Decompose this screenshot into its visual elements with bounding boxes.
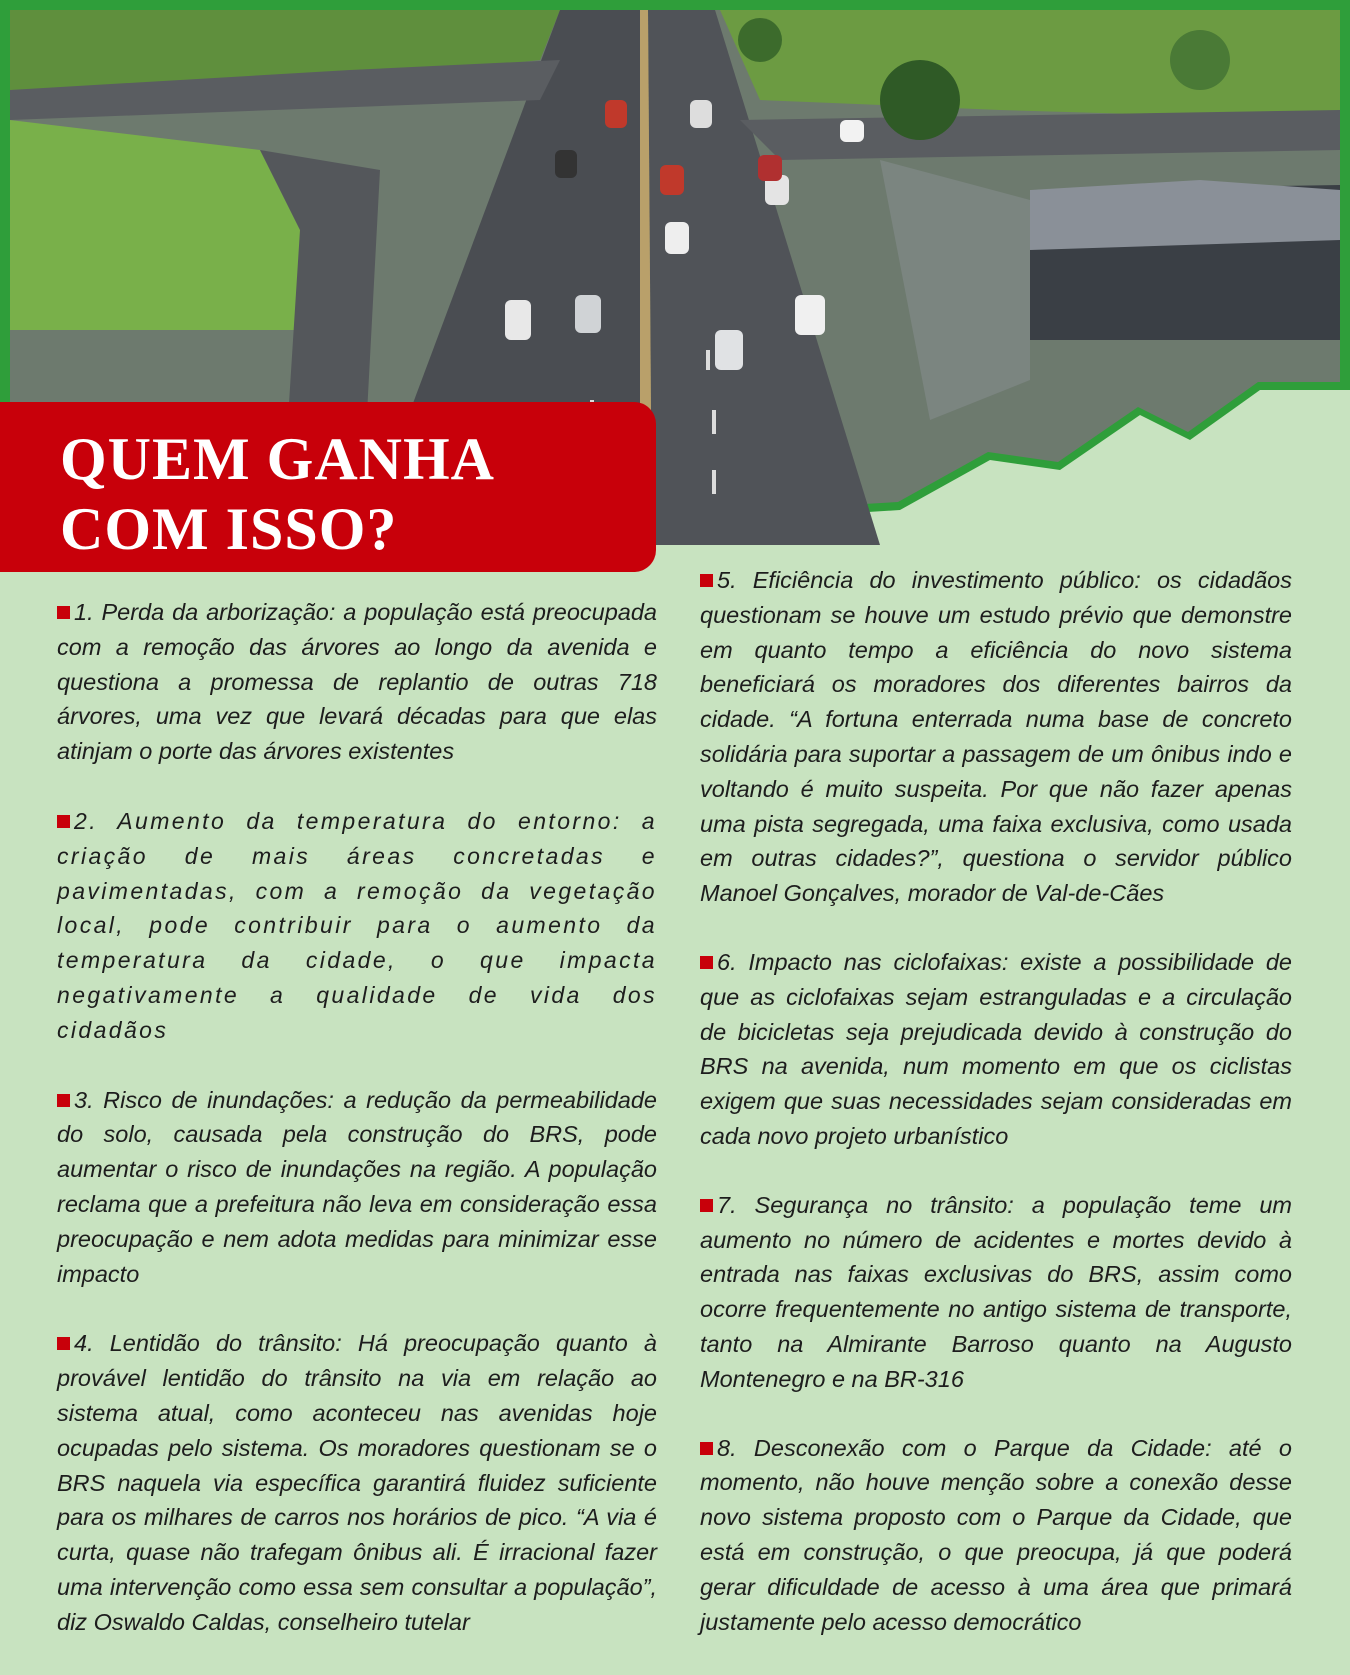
section-title-line-1: QUEM GANHA [60, 426, 495, 492]
list-item-6-text: 6. Impacto nas ciclofaixas: existe a possibilidade de que as ciclofaixas sejam estranguladas e a circulação de bicicletas seja prejudicada devido à construção do BRS na avenida, num momento em que os ciclistas exigem que suas necessidades sejam consideradas em cada novo projeto urbanístico [700, 948, 1292, 1149]
left-column [57, 595, 657, 1675]
list-item-1 [57, 595, 657, 769]
list-item-3 [57, 1083, 657, 1292]
section-title-line-2: COM ISSO? [60, 496, 398, 562]
list-item-5 [700, 563, 1292, 911]
red-square-bullet-icon [57, 815, 70, 828]
section-title [60, 424, 656, 564]
right-column [700, 563, 1292, 1673]
list-item-4-text: 4. Lentidão do trânsito: Há preocupação quanto à provável lentidão do trânsito na via em relação ao sistema atual, como aconteceu nas avenidas hoje ocupadas pelo sistema. Os moradores questionam se o BRS naquela via específica garantirá fluidez suficiente para os milhares de carros nos horários de pico. “A via é curta, quase não trafegam ônibus ali. É irracional fazer uma intervenção como essa sem consultar a população”, diz Oswaldo Caldas, conselheiro tutelar [57, 1330, 657, 1635]
red-square-bullet-icon [700, 1199, 713, 1212]
red-square-bullet-icon [700, 1442, 713, 1455]
list-item-8 [700, 1431, 1292, 1640]
list-item-3-text: 3. Risco de inundações: a redução da permeabilidade do solo, causada pela construção do BRS, pode aumentar o risco de inundações na região. A população reclama que a prefeitura não leva em consideração essa preocupação e nem adota medidas para minimizar esse impacto [57, 1086, 657, 1287]
red-square-bullet-icon [700, 956, 713, 969]
red-square-bullet-icon [57, 1337, 70, 1350]
list-item-2 [57, 804, 657, 1048]
list-item-7 [700, 1188, 1292, 1397]
list-item-5-text: 5. Eficiência do investimento público: os cidadãos questionam se houve um estudo prévio que demonstre em quanto tempo a eficiência do novo sistema beneficiará os moradores dos diferentes bairros da cidade. “A fortuna enterrada numa base de concreto solidária para suportar a passagem de um ônibus indo e voltando é muito suspeita. Por que não fazer apenas uma pista segregada, uma faixa exclusiva, como usada em outras cidades?”, questiona o servidor público Manoel Gonçalves, morador de Val-de-Cães [700, 567, 1292, 907]
list-item-6 [700, 945, 1292, 1154]
list-item-4 [57, 1326, 657, 1639]
section-title-box [0, 402, 656, 572]
red-square-bullet-icon [57, 1094, 70, 1107]
list-item-8-text: 8. Desconexão com o Parque da Cidade: até o momento, não houve menção sobre a conexão desse novo sistema proposto com o Parque da Cidade, que está em construção, o que preocupa, já que poderá gerar dificuldade de acesso à uma área que primará justamente pelo acesso democrático [700, 1434, 1292, 1635]
list-item-7-text: 7. Segurança no trânsito: a população teme um aumento no número de acidentes e mortes devido à entrada nas faixas exclusivas do BRS, assim como ocorre frequentemente no antigo sistema de transporte, tanto na Almirante Barroso quanto na Augusto Montenegro e na BR-316 [700, 1191, 1292, 1392]
red-square-bullet-icon [700, 574, 713, 587]
list-item-2-text: 2. Aumento da temperatura do entorno: a criação de mais áreas concretadas e pavimentadas, com a remoção da vegetação local, pode contribuir para o aumento da temperatura da cidade, o que impacta negativamente a qualidade de vida dos cidadãos [57, 807, 657, 1043]
red-square-bullet-icon [57, 606, 70, 619]
list-item-1-text: 1. Perda da arborização: a população está preocupada com a remoção das árvores ao longo da avenida e questiona a promessa de replantio de outras 718 árvores, uma vez que levará décadas para que elas atinjam o porte das árvores existentes [57, 599, 657, 765]
